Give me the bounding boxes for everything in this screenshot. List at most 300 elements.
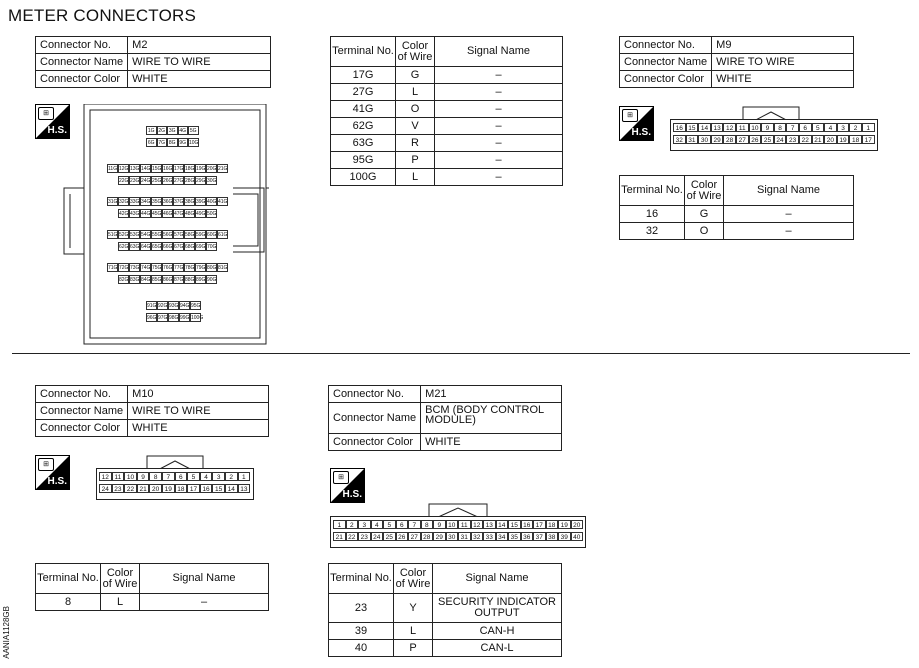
connector-pin: 20G xyxy=(207,166,217,172)
connector-pin: 11G xyxy=(108,166,118,172)
terminal-no-cell: 17G xyxy=(331,67,396,84)
connector-pin: 40 xyxy=(571,532,584,541)
connector-pin: 12G xyxy=(119,166,129,172)
terminal-no-cell: 16 xyxy=(620,206,685,223)
m21-info-table xyxy=(328,385,562,451)
m2-connector-color: WHITE xyxy=(128,71,271,88)
connector-pin: 23 xyxy=(358,532,371,541)
connector-pin: 9 xyxy=(761,123,774,132)
connector-pin: 79G xyxy=(196,265,206,271)
m2-pin-grid xyxy=(100,120,250,340)
connector-view-icon: ⊞ xyxy=(622,109,638,122)
connector-pin: 52G xyxy=(119,232,129,238)
table-row xyxy=(331,101,563,118)
wire-color-cell: Y xyxy=(394,594,433,623)
connector-pin: 37 xyxy=(533,532,546,541)
connector-pin: 91G xyxy=(147,303,157,309)
table-row xyxy=(331,118,563,135)
connector-pin: 22 xyxy=(346,532,359,541)
connector-pin: 76G xyxy=(163,265,173,271)
connector-pin: 10 xyxy=(124,472,137,481)
header-signal: Signal Name xyxy=(140,564,269,594)
header-signal: Signal Name xyxy=(435,37,563,67)
m10-terminal-table xyxy=(35,563,269,611)
connector-pin: 62G xyxy=(119,244,129,250)
connector-pin: 49G xyxy=(196,211,206,217)
connector-pin: 55G xyxy=(152,232,162,238)
connector-pin: 18 xyxy=(546,520,559,529)
connector-pin: 26 xyxy=(749,135,762,144)
terminal-no-cell: 63G xyxy=(331,135,396,152)
hs-label: H.S. xyxy=(631,127,651,138)
connector-pin: 45G xyxy=(152,211,162,217)
connector-pin: 16G xyxy=(163,166,173,172)
connector-pin: 3 xyxy=(837,123,850,132)
label-connector-name: Connector Name xyxy=(329,403,421,434)
connector-pin: 1G xyxy=(147,128,155,134)
connector-pin: 8 xyxy=(149,472,162,481)
connector-pin: 32 xyxy=(673,135,686,144)
table-row xyxy=(331,152,563,169)
signal-name-cell: – xyxy=(435,67,563,84)
label-connector-name: Connector Name xyxy=(36,403,128,420)
header-terminal: Terminal No. xyxy=(329,564,394,594)
connector-pin: 43G xyxy=(130,211,140,217)
header-color: Color of Wire xyxy=(396,37,435,67)
header-color: Color of Wire xyxy=(101,564,140,594)
connector-pin: 94G xyxy=(180,303,190,309)
connector-pin: 17 xyxy=(187,484,200,493)
connector-pin: 12 xyxy=(471,520,484,529)
connector-pin: 10 xyxy=(749,123,762,132)
connector-pin: 17G xyxy=(174,166,184,172)
connector-pin: 17 xyxy=(533,520,546,529)
header-signal: Signal Name xyxy=(433,564,562,594)
m9-info-table xyxy=(619,36,854,88)
table-row xyxy=(331,84,563,101)
table-row xyxy=(331,169,563,186)
connector-pin: 20 xyxy=(149,484,162,493)
connector-pin: 61G xyxy=(218,232,228,238)
wire-color-cell: G xyxy=(396,67,435,84)
label-connector-color: Connector Color xyxy=(329,434,421,451)
connector-pin: 96G xyxy=(147,315,157,321)
wire-color-cell: L xyxy=(396,84,435,101)
connector-pin: 29 xyxy=(433,532,446,541)
m21-connector-name: BCM (BODY CONTROL MODULE) xyxy=(421,403,562,434)
terminal-no-cell: 41G xyxy=(331,101,396,118)
connector-pin: 6 xyxy=(799,123,812,132)
connector-pin: 56G xyxy=(163,232,173,238)
connector-pin: 1 xyxy=(862,123,875,132)
connector-pin: 40G xyxy=(207,199,217,205)
table-row xyxy=(36,594,269,611)
connector-pin: 2G xyxy=(158,128,166,134)
table-row xyxy=(620,223,854,240)
table-row xyxy=(620,206,854,223)
hs-label: H.S. xyxy=(47,476,67,487)
connector-pin: 24 xyxy=(371,532,384,541)
connector-pin: 24 xyxy=(99,484,112,493)
connector-pin: 38G xyxy=(185,199,195,205)
connector-pin: 80G xyxy=(207,265,217,271)
connector-pin: 31G xyxy=(108,199,118,205)
connector-pin: 13 xyxy=(711,123,724,132)
connector-pin: 14 xyxy=(496,520,509,529)
m10-connector-name: WIRE TO WIRE xyxy=(128,403,269,420)
m10-info-table xyxy=(35,385,269,437)
connector-pin: 24 xyxy=(774,135,787,144)
connector-pin: 82G xyxy=(119,277,129,283)
connector-pin: 98G xyxy=(169,315,179,321)
connector-pin: 39 xyxy=(558,532,571,541)
signal-name-cell: – xyxy=(435,101,563,118)
label-connector-color: Connector Color xyxy=(36,420,128,437)
connector-pin: 19G xyxy=(196,166,206,172)
connector-pin: 29 xyxy=(711,135,724,144)
connector-pin: 57G xyxy=(174,232,184,238)
wire-color-cell: P xyxy=(396,152,435,169)
signal-name-cell: SECURITY INDICATOR OUTPUT xyxy=(433,594,562,623)
label-connector-no: Connector No. xyxy=(36,386,128,403)
connector-pin: 24G xyxy=(141,178,151,184)
connector-pin: 30G xyxy=(207,178,217,184)
connector-pin: 81G xyxy=(218,265,228,271)
connector-pin: 21 xyxy=(137,484,150,493)
header-terminal: Terminal No. xyxy=(331,37,396,67)
section-divider xyxy=(12,353,910,354)
signal-name-cell: CAN-L xyxy=(433,640,562,657)
connector-pin: 7 xyxy=(162,472,175,481)
connector-pin: 16 xyxy=(200,484,213,493)
connector-pin: 48G xyxy=(185,211,195,217)
connector-pin: 71G xyxy=(108,265,118,271)
connector-pin: 23G xyxy=(130,178,140,184)
connector-view-icon: ⊞ xyxy=(38,107,54,120)
connector-pin: 9 xyxy=(433,520,446,529)
connector-pin: 33G xyxy=(130,199,140,205)
connector-pin: 68G xyxy=(185,244,195,250)
label-connector-color: Connector Color xyxy=(36,71,128,88)
connector-pin: 6 xyxy=(396,520,409,529)
connector-pin: 67G xyxy=(174,244,184,250)
connector-pin: 1 xyxy=(238,472,251,481)
connector-pin: 70G xyxy=(207,244,217,250)
wire-color-cell: L xyxy=(394,623,433,640)
label-connector-no: Connector No. xyxy=(36,37,128,54)
connector-pin: 33 xyxy=(483,532,496,541)
connector-pin: 13G xyxy=(130,166,140,172)
terminal-no-cell: 62G xyxy=(331,118,396,135)
connector-pin: 34G xyxy=(141,199,151,205)
connector-pin: 19 xyxy=(558,520,571,529)
connector-pin: 3 xyxy=(358,520,371,529)
label-connector-name: Connector Name xyxy=(620,54,712,71)
connector-pin: 72G xyxy=(119,265,129,271)
connector-pin: 75G xyxy=(152,265,162,271)
m10-connector-body xyxy=(96,468,254,500)
connector-pin: 15 xyxy=(508,520,521,529)
connector-pin: 18G xyxy=(185,166,195,172)
connector-pin: 26 xyxy=(396,532,409,541)
table-row xyxy=(329,623,562,640)
hs-harness-side-icon xyxy=(330,468,365,503)
m10-connector-no: M10 xyxy=(128,386,269,403)
connector-pin: 25 xyxy=(761,135,774,144)
connector-pin: 12 xyxy=(723,123,736,132)
connector-pin: 50G xyxy=(207,211,217,217)
terminal-no-cell: 27G xyxy=(331,84,396,101)
connector-pin: 36 xyxy=(521,532,534,541)
connector-pin: 38 xyxy=(546,532,559,541)
connector-pin: 2 xyxy=(225,472,238,481)
connector-pin: 20 xyxy=(571,520,584,529)
signal-name-cell: – xyxy=(435,152,563,169)
connector-pin: 6 xyxy=(175,472,188,481)
m21-connector-body xyxy=(330,516,586,548)
label-connector-no: Connector No. xyxy=(620,37,712,54)
connector-pin: 77G xyxy=(174,265,184,271)
connector-pin: 21 xyxy=(812,135,825,144)
connector-pin: 8 xyxy=(774,123,787,132)
connector-pin: 99G xyxy=(180,315,190,321)
connector-pin: 9G xyxy=(179,140,187,146)
connector-pin: 4 xyxy=(200,472,213,481)
connector-pin: 59G xyxy=(196,232,206,238)
terminal-no-cell: 39 xyxy=(329,623,394,640)
connector-pin: 31 xyxy=(458,532,471,541)
connector-pin: 63G xyxy=(130,244,140,250)
m2-connector-no: M2 xyxy=(128,37,271,54)
connector-pin: 92G xyxy=(158,303,168,309)
connector-pin: 20 xyxy=(824,135,837,144)
connector-pin: 19 xyxy=(837,135,850,144)
wire-color-cell: L xyxy=(396,169,435,186)
connector-pin: 78G xyxy=(185,265,195,271)
signal-name-cell: – xyxy=(724,223,854,240)
connector-pin: 34 xyxy=(496,532,509,541)
connector-pin: 11 xyxy=(736,123,749,132)
m9-connector-name: WIRE TO WIRE xyxy=(712,54,854,71)
m2-terminal-table xyxy=(330,36,563,186)
m9-connector-body xyxy=(670,119,878,151)
connector-pin: 1 xyxy=(333,520,346,529)
signal-name-cell: – xyxy=(724,206,854,223)
hs-harness-side-icon xyxy=(35,455,70,490)
connector-pin: 15G xyxy=(152,166,162,172)
connector-pin: 44G xyxy=(141,211,151,217)
connector-pin: 89G xyxy=(196,277,206,283)
m21-connector-no: M21 xyxy=(421,386,562,403)
connector-pin: 95G xyxy=(191,303,201,309)
connector-pin: 30 xyxy=(698,135,711,144)
terminal-no-cell: 8 xyxy=(36,594,101,611)
drawing-code: AANIA1128GB xyxy=(2,606,11,659)
hs-harness-side-icon xyxy=(619,106,654,141)
connector-pin: 8G xyxy=(168,140,176,146)
connector-pin: 9 xyxy=(137,472,150,481)
connector-pin: 14 xyxy=(225,484,238,493)
connector-pin: 47G xyxy=(174,211,184,217)
m21-terminal-table xyxy=(328,563,562,657)
connector-pin: 4G xyxy=(179,128,187,134)
connector-pin: 18 xyxy=(175,484,188,493)
connector-pin: 13 xyxy=(238,484,251,493)
connector-pin: 35G xyxy=(152,199,162,205)
connector-pin: 58G xyxy=(185,232,195,238)
connector-pin: 32 xyxy=(471,532,484,541)
connector-pin: 42G xyxy=(119,211,129,217)
connector-pin: 36G xyxy=(163,199,173,205)
connector-pin: 37G xyxy=(174,199,184,205)
signal-name-cell: CAN-H xyxy=(433,623,562,640)
connector-pin: 90G xyxy=(207,277,217,283)
wire-color-cell: O xyxy=(396,101,435,118)
connector-pin: 87G xyxy=(174,277,184,283)
connector-pin: 26G xyxy=(163,178,173,184)
table-row xyxy=(329,640,562,657)
connector-pin: 5 xyxy=(383,520,396,529)
connector-pin: 14 xyxy=(698,123,711,132)
table-row xyxy=(329,594,562,623)
connector-pin: 22G xyxy=(119,178,129,184)
connector-pin: 10G xyxy=(189,140,199,146)
connector-pin: 11 xyxy=(112,472,125,481)
connector-pin: 51G xyxy=(108,232,118,238)
hs-label: H.S. xyxy=(342,489,362,500)
connector-pin: 6G xyxy=(147,140,155,146)
connector-pin: 23 xyxy=(786,135,799,144)
connector-pin: 10 xyxy=(446,520,459,529)
m2-connector-name: WIRE TO WIRE xyxy=(128,54,271,71)
connector-pin: 69G xyxy=(196,244,206,250)
header-terminal: Terminal No. xyxy=(36,564,101,594)
connector-pin: 4 xyxy=(824,123,837,132)
header-color: Color of Wire xyxy=(685,176,724,206)
connector-pin: 84G xyxy=(141,277,151,283)
connector-pin: 5 xyxy=(187,472,200,481)
connector-pin: 16 xyxy=(521,520,534,529)
connector-pin: 73G xyxy=(130,265,140,271)
connector-pin: 16 xyxy=(673,123,686,132)
connector-pin: 22 xyxy=(124,484,137,493)
connector-pin: 35 xyxy=(508,532,521,541)
connector-pin: 93G xyxy=(169,303,179,309)
connector-pin: 5 xyxy=(812,123,825,132)
connector-pin: 11 xyxy=(458,520,471,529)
m9-connector-color: WHITE xyxy=(712,71,854,88)
connector-pin: 17 xyxy=(862,135,875,144)
connector-pin: 7G xyxy=(158,140,166,146)
connector-pin: 2 xyxy=(849,123,862,132)
terminal-no-cell: 23 xyxy=(329,594,394,623)
terminal-no-cell: 32 xyxy=(620,223,685,240)
m21-connector-color: WHITE xyxy=(421,434,562,451)
header-signal: Signal Name xyxy=(724,176,854,206)
terminal-no-cell: 40 xyxy=(329,640,394,657)
connector-pin: 85G xyxy=(152,277,162,283)
connector-pin: 28 xyxy=(421,532,434,541)
connector-pin: 31 xyxy=(686,135,699,144)
connector-pin: 97G xyxy=(158,315,168,321)
connector-pin: 4 xyxy=(371,520,384,529)
header-color: Color of Wire xyxy=(394,564,433,594)
label-connector-name: Connector Name xyxy=(36,54,128,71)
hs-label: H.S. xyxy=(47,125,67,136)
table-row xyxy=(331,135,563,152)
page-title: METER CONNECTORS xyxy=(8,6,197,25)
connector-pin: 86G xyxy=(163,277,173,283)
connector-view-icon: ⊞ xyxy=(333,471,349,484)
connector-view-icon: ⊞ xyxy=(38,458,54,471)
connector-pin: 41G xyxy=(218,199,228,205)
terminal-no-cell: 100G xyxy=(331,169,396,186)
connector-pin: 60G xyxy=(207,232,217,238)
connector-pin: 21 xyxy=(333,532,346,541)
wire-color-cell: O xyxy=(685,223,724,240)
connector-pin: 27 xyxy=(408,532,421,541)
connector-pin: 83G xyxy=(130,277,140,283)
header-terminal: Terminal No. xyxy=(620,176,685,206)
connector-pin: 12 xyxy=(99,472,112,481)
connector-pin: 28 xyxy=(723,135,736,144)
connector-pin: 28G xyxy=(185,178,195,184)
connector-pin: 65G xyxy=(152,244,162,250)
connector-pin: 25 xyxy=(383,532,396,541)
signal-name-cell: – xyxy=(435,169,563,186)
connector-pin: 27 xyxy=(736,135,749,144)
connector-pin: 66G xyxy=(163,244,173,250)
wire-color-cell: L xyxy=(101,594,140,611)
label-connector-no: Connector No. xyxy=(329,386,421,403)
m10-connector-color: WHITE xyxy=(128,420,269,437)
connector-pin: 88G xyxy=(185,277,195,283)
connector-pin: 14G xyxy=(141,166,151,172)
connector-pin: 53G xyxy=(130,232,140,238)
connector-pin: 18 xyxy=(849,135,862,144)
table-row xyxy=(331,67,563,84)
signal-name-cell: – xyxy=(435,84,563,101)
connector-pin: 30 xyxy=(446,532,459,541)
connector-pin: 3 xyxy=(212,472,225,481)
connector-pin: 21G xyxy=(218,166,228,172)
connector-pin: 15 xyxy=(212,484,225,493)
connector-pin: 23 xyxy=(112,484,125,493)
connector-pin: 7 xyxy=(786,123,799,132)
connector-pin: 29G xyxy=(196,178,206,184)
connector-pin: 3G xyxy=(168,128,176,134)
connector-pin: 74G xyxy=(141,265,151,271)
connector-pin: 54G xyxy=(141,232,151,238)
connector-pin: 25G xyxy=(152,178,162,184)
m2-info-table xyxy=(35,36,271,88)
connector-pin: 27G xyxy=(174,178,184,184)
connector-pin: 15 xyxy=(686,123,699,132)
connector-pin: 7 xyxy=(408,520,421,529)
m9-connector-no: M9 xyxy=(712,37,854,54)
wire-color-cell: P xyxy=(394,640,433,657)
connector-pin: 39G xyxy=(196,199,206,205)
signal-name-cell: – xyxy=(435,135,563,152)
connector-pin: 64G xyxy=(141,244,151,250)
connector-pin: 100G xyxy=(191,315,204,321)
connector-pin: 2 xyxy=(346,520,359,529)
wire-color-cell: R xyxy=(396,135,435,152)
wire-color-cell: V xyxy=(396,118,435,135)
connector-pin: 19 xyxy=(162,484,175,493)
wire-color-cell: G xyxy=(685,206,724,223)
connector-pin: 13 xyxy=(483,520,496,529)
